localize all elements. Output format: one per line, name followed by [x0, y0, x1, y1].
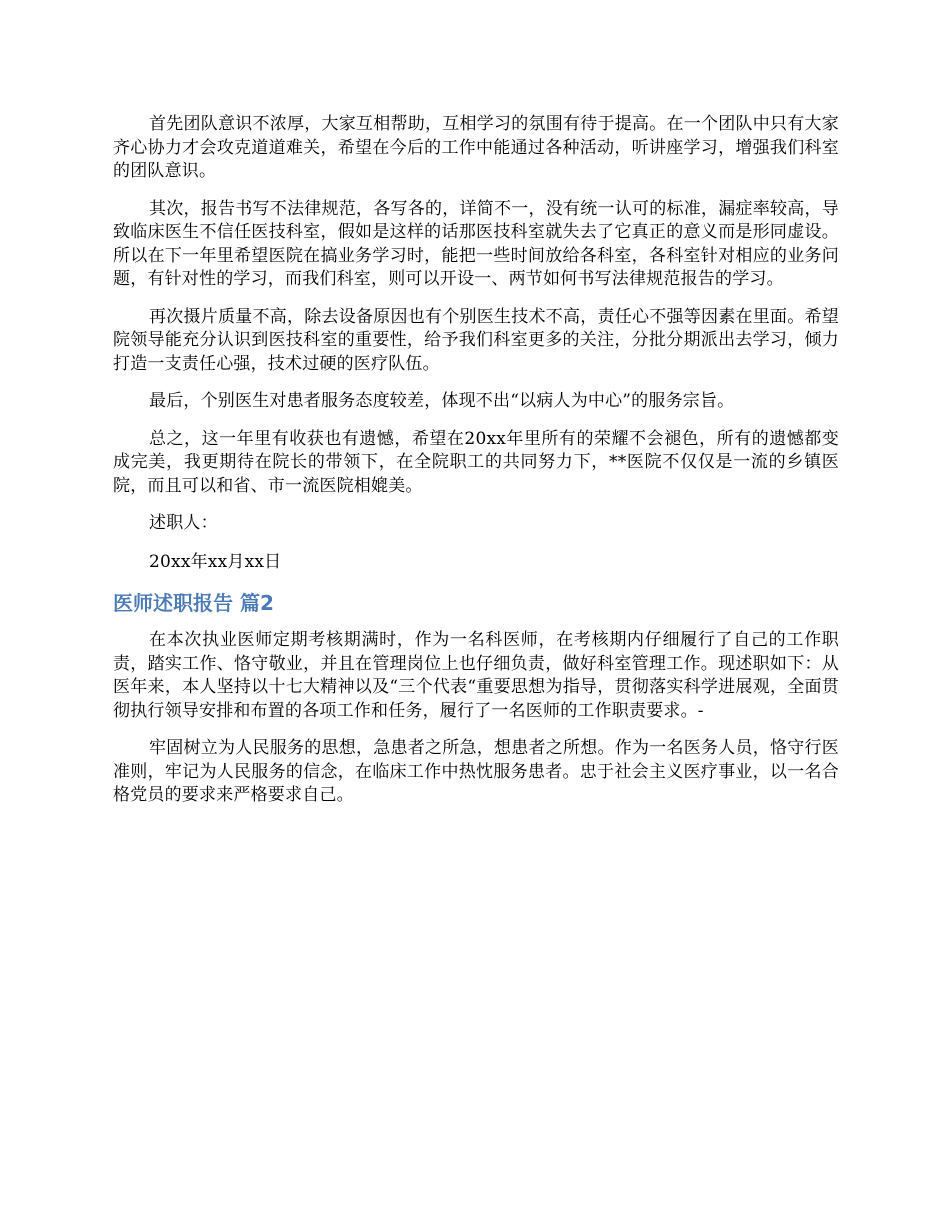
paragraph-exam-period: 在本次执业医师定期考核期满时，作为一名科医师，在考核期内仔细履行了自己的工作职责，踏实工作、恪守敬业，并且在管理岗位上也仔细负责，做好科室管理工作。现述职如下：从医年来，本人坚持以十七大精神以及“三个代表“重要思想为指导，贯彻落实科学进展观，全面贯彻执行领导安排和布置的各项工作和任务，履行了一名医师的工作职责要求。- — [113, 630, 839, 721]
paragraph-team-awareness: 首先团队意识不浓厚，大家互相帮助，互相学习的氛围有待于提高。在一个团队中只有大家齐心协力才会攻克道道难关，希望在今后的工作中能通过各种活动，听讲座学习，增强我们科室的团队意识。 — [113, 114, 839, 181]
paragraph-imaging-quality: 再次摄片质量不高，除去设备原因也有个别医生技术不高，责任心不强等因素在里面。希望院领导能充分认识到医技科室的重要性，给予我们科室更多的关注，分批分期派出去学习，倾力打造一支责任心强，技术过硬的医疗队伍。 — [113, 306, 839, 374]
section-heading: 医师述职报告 篇2 — [113, 591, 274, 615]
paragraph-conclusion: 总之，这一年里有收获也有遗憾，希望在20xx年里所有的荣耀不会褪色，所有的遗憾都变成完美，我更期待在院长的带领下，在全院职工的共同努力下，**医院不仅仅是一流的乡镇医院，而且可以和省、市一流医院相媲美。 — [113, 428, 839, 496]
date-line: 20xx年xx月xx日 — [149, 551, 282, 572]
paragraph-service-attitude: 最后，个别医生对患者服务态度较差，体现不出“以病人为中心”的服务宗旨。 — [149, 391, 735, 411]
paragraph-serve-people: 牢固树立为人民服务的思想，急患者之所急，想患者之所想。作为一名医务人员，恪守行医准则，牢记为人民服务的信念，在临床工作中热忱服务患者。忠于社会主义医疗事业，以一名合格党员的要求来严格要求自己。 — [113, 738, 839, 805]
signature-label: 述职人： — [149, 513, 218, 533]
document-page — [113, 113, 839, 822]
paragraph-report-standards: 其次，报告书写不法律规范，各写各的，详简不一，没有统一认可的标准，漏症率较高，导致临床医生不信任医技科室，假如是这样的话那医技科室就失去了它真正的意义而是形同虚设。所以在下一年里希望医院在搞业务学习时，能把一些时间放给各科室，各科室针对相应的业务问题，有针对性的学习，而我们科室，则可以开设一、两节如何书写法律规范报告的学习。 — [113, 198, 839, 289]
